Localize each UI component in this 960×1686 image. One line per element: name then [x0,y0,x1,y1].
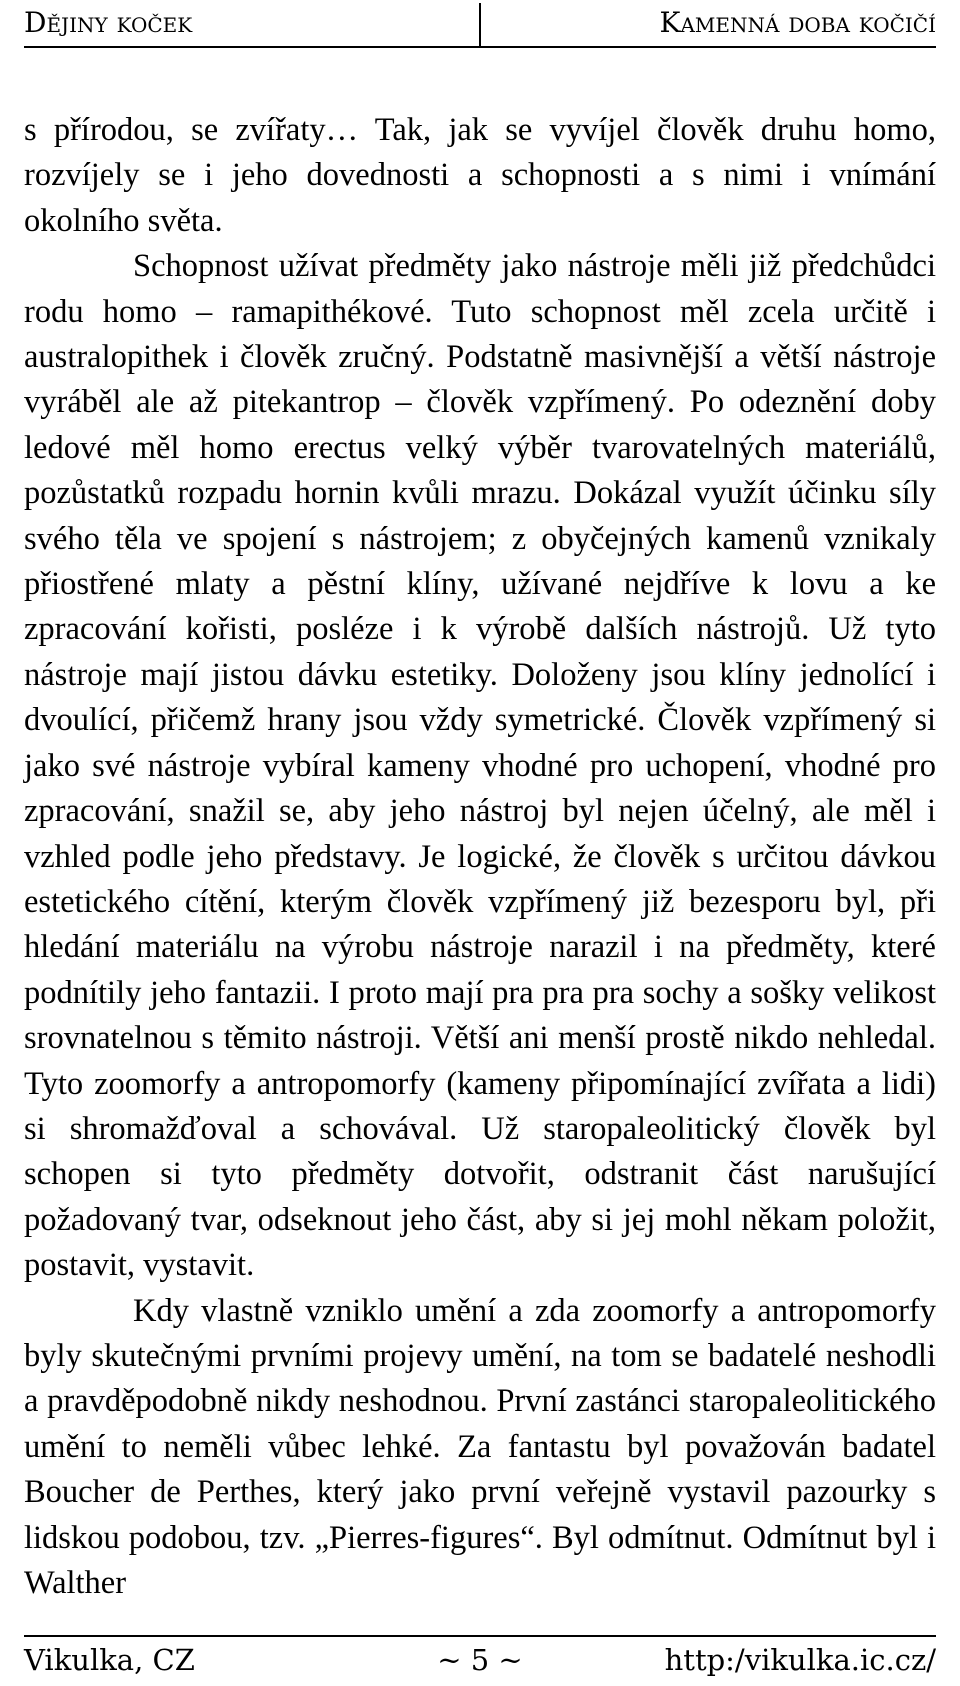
footer-url: http:/vikulka.ic.cz/ [664,1643,936,1677]
footer-author: Vikulka, CZ [24,1643,195,1677]
body-text [24,108,936,1606]
page-header [24,0,936,48]
header-book-title: Dějiny koček [24,6,193,39]
page-number: ~ 5 ~ [437,1643,523,1677]
paragraph: Schopnost užívat předměty jako nástroje měli již předchůdci rodu homo – ramapithékové. Tuto schopnost měl zcela určitě i australopithek i člověk zručný. Podstatně masivnější a větší nástroje vyráběl ale až pitekantrop – člověk vzpřímený. Po odeznění doby ledové měl homo erectus velký výběr tvarovatelných materiálů, pozůstatků rozpadu hornin kvůli mrazu. Dokázal využít účinku síly svého těla ve spojení s nástrojem; z obyčejných kamenů vznikaly přiostřené mlaty a pěstní klíny, užívané nejdříve k lovu a ke zpracování kořisti, posléze i k výrobě dalších nástrojů. Už tyto nástroje mají jistou dávku estetiky. Doloženy jsou klíny jednolící i dvoulící, přičemž hrany jsou vždy symetrické. Člověk vzpřímený si jako své nástroje vybíral kameny vhodné pro uchopení, vhodné pro zpracování, snažil se, aby jeho nástroj byl nejen účelný, ale měl i vzhled podle jeho představy. Je logické, že člověk s určitou dávkou estetického cítění, kterým člověk vzpřímený již bezesporu byl, při hledání materiálu na výrobu nástroje narazil i na předměty, které podnítily jeho fantazii. I proto mají pra pra pra sochy a sošky velikost srovnatelnou s těmito nástroji. Větší ani menší prostě nikdo nehledal. Tyto zoomorfy a antropomorfy (kameny připomínající zvířata a lidi) si shromažďoval a schovával. Už staropaleolitický člověk byl schopen si tyto předměty dotvořit, odstranit část narušující požadovaný tvar, odseknout jeho část, aby si jej mohl někam položit, postavit, vystavit. [24,248,936,1284]
header-chapter-title: Kamenná doba kočičí [479,3,936,46]
paragraph: Kdy vlastně vzniklo umění a zda zoomorfy a antropomorfy byly skutečnými prvními projevy umění, na tom se badatelé neshodli a pravděpodobně nikdy neshodnou. První zastánci staropaleolitického umění to neměli vůbec lehké. Za fantastu byl považován badatel Boucher de Perthes, který jako první veřejně vystavil pazourky s lidskou podobou, tzv. „Pierres-figures“. Byl odmítnut. Odmítnut byl i Walther [24,1292,936,1601]
paragraph: s přírodou, se zvířaty… Tak, jak se vyvíjel člověk druhu homo, rozvíjely se i jeho dovednosti a schopnosti a s nimi i vnímání okolního světa. [24,112,936,239]
page-footer [24,1635,936,1683]
